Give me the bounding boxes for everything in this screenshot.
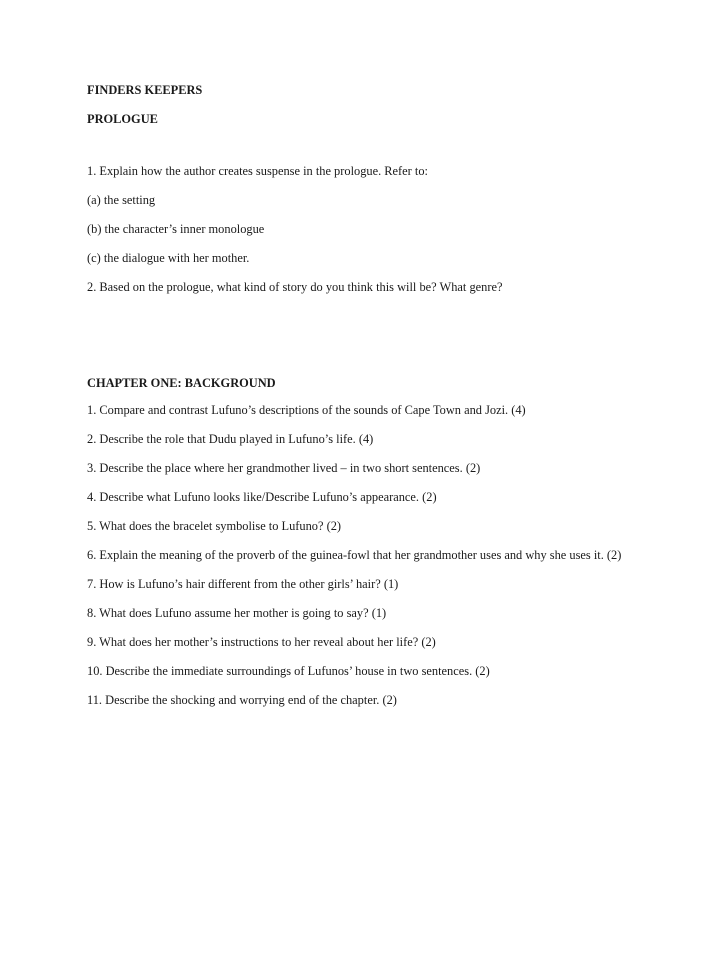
- prologue-question: 2. Based on the prologue, what kind of story do you think this will be? What genre?: [87, 280, 503, 294]
- chapter-question: 3. Describe the place where her grandmother lived – in two short sentences. (2): [87, 461, 481, 475]
- prologue-heading: PROLOGUE: [87, 112, 158, 126]
- chapter-one-questions: [87, 401, 647, 710]
- chapter-question: 4. Describe what Lufuno looks like/Describe Lufuno’s appearance. (2): [87, 490, 437, 504]
- prologue-questions: [87, 162, 647, 297]
- chapter-one-heading: CHAPTER ONE: BACKGROUND: [87, 376, 276, 390]
- document-title: FINDERS KEEPERS: [87, 83, 203, 97]
- chapter-question: 10. Describe the immediate surroundings of Lufunos’ house in two sentences. (2): [87, 664, 490, 678]
- chapter-question: 6. Explain the meaning of the proverb of the guinea-fowl that her grandmother uses and why she uses it. (2): [87, 548, 622, 562]
- prologue-question: (a) the setting: [87, 193, 156, 207]
- chapter-question: 2. Describe the role that Dudu played in Lufuno’s life. (4): [87, 432, 374, 446]
- chapter-question: 8. What does Lufuno assume her mother is going to say? (1): [87, 606, 387, 620]
- chapter-question: 11. Describe the shocking and worrying end of the chapter. (2): [87, 693, 397, 707]
- document-page: [87, 82, 647, 720]
- prologue-question: (c) the dialogue with her mother.: [87, 251, 250, 265]
- prologue-question: (b) the character’s inner monologue: [87, 222, 265, 236]
- chapter-question: 7. How is Lufuno’s hair different from the other girls’ hair? (1): [87, 577, 399, 591]
- chapter-question: 1. Compare and contrast Lufuno’s descriptions of the sounds of Cape Town and Jozi. (4): [87, 403, 526, 417]
- chapter-question: 9. What does her mother’s instructions to her reveal about her life? (2): [87, 635, 436, 649]
- chapter-question: 5. What does the bracelet symbolise to Lufuno? (2): [87, 519, 342, 533]
- prologue-question: 1. Explain how the author creates suspense in the prologue. Refer to:: [87, 164, 428, 178]
